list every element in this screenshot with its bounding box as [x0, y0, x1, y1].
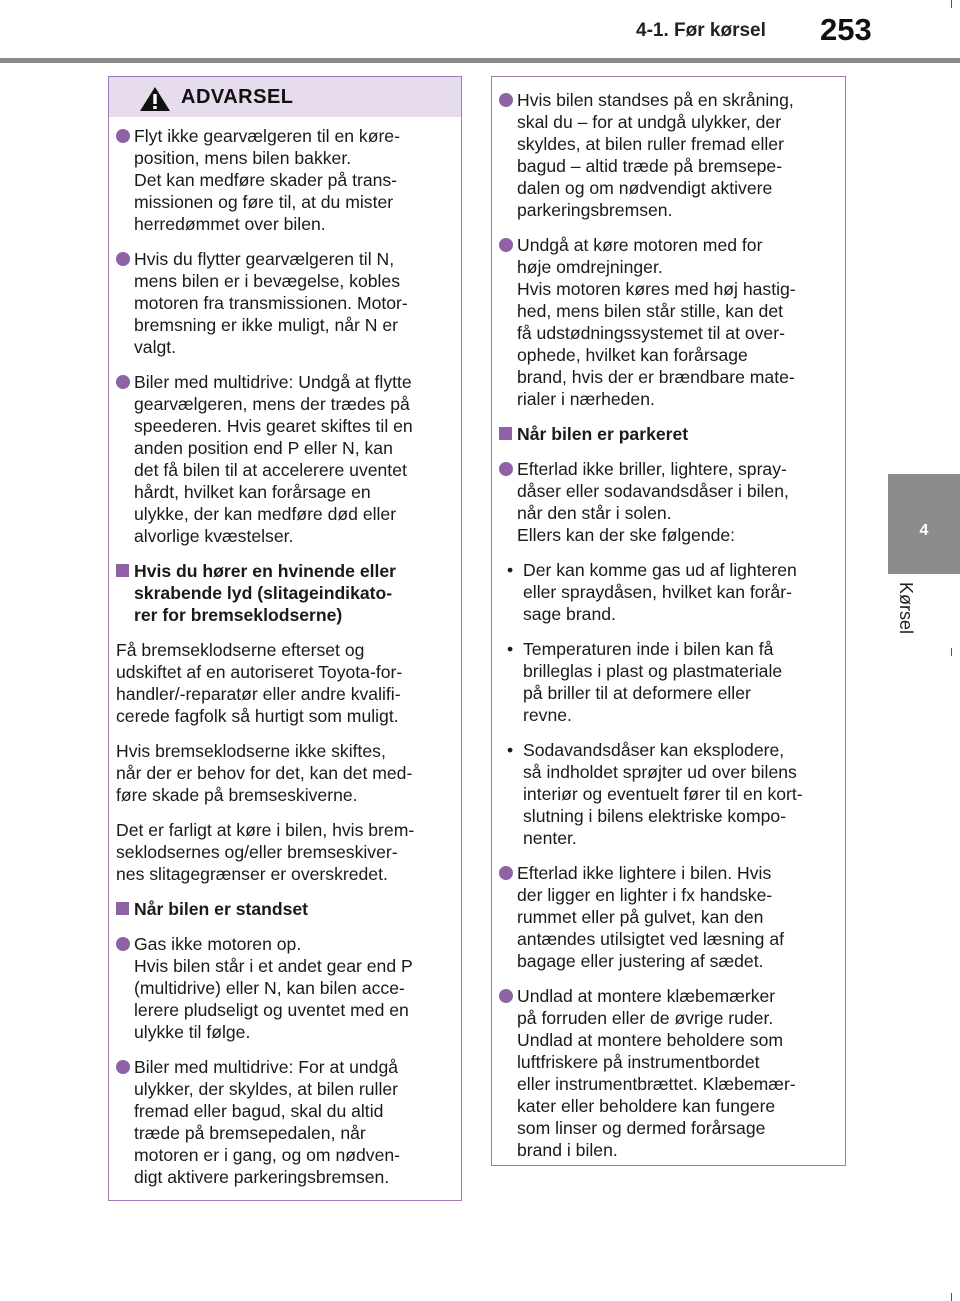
text-line: skyldes, at bilen ruller fremad eller: [517, 134, 784, 154]
bullet-item: [116, 248, 451, 358]
text-line: Undlad at montere klæbemærker: [517, 986, 776, 1006]
text-line: hed, mens bilen står stille, kan det: [517, 301, 784, 321]
text-line: hårdt, hvilket kan forårsage en: [134, 482, 371, 502]
header-rule: [0, 58, 960, 63]
text-line: Undlad at montere beholdere som: [517, 1030, 784, 1050]
text-line: eller instrumentbrættet. Klæbemær-: [517, 1074, 796, 1094]
text-line: Temperaturen inde i bilen kan få: [523, 639, 774, 659]
text-line: Få bremseklodserne efterset og: [116, 640, 365, 660]
text-line: skal du – for at undgå ulykker, der: [517, 112, 782, 132]
dash-bullet-icon: •: [507, 740, 514, 760]
text-line: brand, hvis der er brændbare mate-: [517, 367, 795, 387]
text-line: motoren er i gang, og om nødven-: [134, 1145, 401, 1165]
left-column-content: [109, 125, 461, 1188]
text-line: ophede, hvilket kan forårsage: [517, 345, 748, 365]
text-line: Gas ikke motoren op.: [134, 934, 302, 954]
bullet-item: [499, 458, 835, 546]
text-line: speederen. Hvis gearet skiftes til en: [134, 416, 413, 436]
text-line: anden position end P eller N, kan: [134, 438, 393, 458]
chapter-label: Kørsel: [896, 582, 916, 635]
text-line: Hvis bremseklodserne ikke skiftes,: [116, 741, 386, 761]
text-line: ulykker, der skyldes, at bilen ruller: [134, 1079, 399, 1099]
text-line: bagage eller justering af sædet.: [517, 951, 764, 971]
text-line: motoren fra transmissionen. Motor-: [134, 293, 408, 313]
text-line: herredømmet over bilen.: [134, 214, 326, 234]
crop-mark: [951, 648, 952, 656]
chapter-label-wrap: [896, 582, 916, 652]
text-line: bagud – altid træde på bremsepe-: [517, 156, 783, 176]
subheading: [499, 423, 835, 445]
dash-item: [499, 739, 835, 849]
text-line: cerede fagfolk så hurtigt som muligt.: [116, 706, 399, 726]
bullet-item: [116, 371, 451, 547]
text-line: dalen og om nødvendigt aktivere: [517, 178, 773, 198]
bullet-dot-icon: [499, 238, 513, 252]
dash-item: [499, 638, 835, 726]
text-line: brand i bilen.: [517, 1140, 618, 1160]
square-bullet-icon: [116, 902, 129, 915]
text-line: handler/-reparatør eller andre kvalifi-: [116, 684, 401, 704]
chapter-number: 4: [919, 522, 929, 539]
bullet-item: [116, 125, 451, 235]
text-line: Der kan komme gas ud af lighteren: [523, 560, 797, 580]
crop-mark: [951, 0, 952, 8]
warning-title: ADVARSEL: [181, 86, 294, 108]
text-line: parkeringsbremsen.: [517, 200, 673, 220]
page-number: 253: [820, 12, 872, 47]
text-line: nenter.: [523, 828, 577, 848]
text-line: sage brand.: [523, 604, 616, 624]
subheading: [116, 560, 451, 626]
paragraph: [116, 740, 451, 806]
bullet-item: [499, 89, 835, 221]
text-line: lerere pludseligt og uventet med en: [134, 1000, 409, 1020]
text-line: brilleglas i plast og plastmateriale: [523, 661, 783, 681]
bullet-dot-icon: [116, 375, 130, 389]
text-line: rialer i nærheden.: [517, 389, 655, 409]
warning-triangle-icon: [139, 86, 171, 112]
bullet-item: [499, 862, 835, 972]
text-line: på forruden eller de øvrige ruder.: [517, 1008, 774, 1028]
text-line: som linser og dermed forårsage: [517, 1118, 766, 1138]
page-header: [0, 0, 960, 64]
bullet-item: [499, 985, 835, 1161]
text-line: gearvælgeren, mens der trædes på: [134, 394, 410, 414]
bullet-dot-icon: [499, 93, 513, 107]
text-line: Det kan medføre skader på trans-: [134, 170, 398, 190]
bullet-item: [116, 1056, 451, 1188]
text-line: få udstødningssystemet til at over-: [517, 323, 785, 343]
text-line: på briller til at deformere eller: [523, 683, 751, 703]
warning-box-left: [108, 76, 462, 1201]
text-line: skrabende lyd (slitageindikato-: [134, 583, 393, 603]
text-line: når den står i solen.: [517, 503, 672, 523]
text-line: så indholdet sprøjter ud over bilens: [523, 762, 797, 782]
text-line: antændes utilsigtet ved læsning af: [517, 929, 784, 949]
text-line: træde på bremsepedalen, når: [134, 1123, 366, 1143]
bullet-dot-icon: [499, 866, 513, 880]
warning-header: [109, 77, 461, 117]
paragraph: [116, 819, 451, 885]
text-line: luftfriskere på instrumentbordet: [517, 1052, 760, 1072]
square-bullet-icon: [116, 564, 129, 577]
text-line: udskiftet af en autoriseret Toyota-for-: [116, 662, 403, 682]
text-line: høje omdrejninger.: [517, 257, 663, 277]
subheading: [116, 898, 451, 920]
right-column-content: [492, 77, 845, 1161]
text-line: (multidrive) eller N, kan bilen acce-: [134, 978, 405, 998]
text-line: valgt.: [134, 337, 177, 357]
text-line: ulykke, der kan medføre død eller: [134, 504, 397, 524]
text-line: Efterlad ikke lightere i bilen. Hvis: [517, 863, 772, 883]
text-line: seklodsernes og/eller bremseskiver-: [116, 842, 398, 862]
text-line: alvorlige kvæstelser.: [134, 526, 294, 546]
text-line: Hvis du hører en hvinende eller: [134, 561, 397, 581]
text-line: når der er behov for det, kan det med-: [116, 763, 413, 783]
text-line: ulykke til følge.: [134, 1022, 251, 1042]
text-line: rummet eller på gulvet, kan den: [517, 907, 764, 927]
section-title: 4-1. Før kørsel: [636, 20, 766, 41]
text-line: Flyt ikke gearvælgeren til en køre-: [134, 126, 400, 146]
text-line: Når bilen er parkeret: [517, 424, 689, 444]
paragraph: [116, 639, 451, 727]
text-line: det få bilen til at accelerere uventet: [134, 460, 407, 480]
text-line: Ellers kan der ske følgende:: [517, 525, 736, 545]
text-line: position, mens bilen bakker.: [134, 148, 352, 168]
text-line: Når bilen er standset: [134, 899, 309, 919]
text-line: rer for bremseklodserne): [134, 605, 343, 625]
text-line: Sodavandsdåser kan eksplodere,: [523, 740, 785, 760]
text-line: digt aktivere parkeringsbremsen.: [134, 1167, 390, 1187]
text-line: fremad eller bagud, skal du altid: [134, 1101, 384, 1121]
text-line: Hvis du flytter gearvælgeren til N,: [134, 249, 395, 269]
bullet-item: [499, 234, 835, 410]
text-line: slutning i bilens elektriske kompo-: [523, 806, 787, 826]
text-line: Hvis bilen standses på en skråning,: [517, 90, 794, 110]
bullet-item: [116, 933, 451, 1043]
dash-bullet-icon: •: [507, 639, 514, 659]
text-line: Efterlad ikke briller, lightere, spray-: [517, 459, 787, 479]
text-line: kater eller beholdere kan fungere: [517, 1096, 776, 1116]
bullet-dot-icon: [116, 1060, 130, 1074]
text-line: bremsning er ikke muligt, når N er: [134, 315, 399, 335]
text-line: eller spraydåsen, hvilket kan forår-: [523, 582, 792, 602]
chapter-tab: [888, 474, 960, 574]
text-line: Biler med multidrive: For at undgå: [134, 1057, 399, 1077]
text-line: der ligger en lighter i fx handske-: [517, 885, 773, 905]
bullet-dot-icon: [116, 937, 130, 951]
bullet-dot-icon: [499, 989, 513, 1003]
dash-item: [499, 559, 835, 625]
text-line: Biler med multidrive: Undgå at flytte: [134, 372, 412, 392]
bullet-dot-icon: [116, 129, 130, 143]
square-bullet-icon: [499, 427, 512, 440]
text-line: interiør og eventuelt fører til en kort-: [523, 784, 803, 804]
text-line: nes slitagegrænser er overskredet.: [116, 864, 388, 884]
text-line: dåser eller sodavandsdåser i bilen,: [517, 481, 789, 501]
text-line: Undgå at køre motoren med for: [517, 235, 763, 255]
text-line: missionen og føre til, at du mister: [134, 192, 394, 212]
bullet-dot-icon: [499, 462, 513, 476]
text-line: føre skade på bremseskiverne.: [116, 785, 358, 805]
text-line: Hvis motoren køres med høj hastig-: [517, 279, 796, 299]
bullet-dot-icon: [116, 252, 130, 266]
warning-box-right: [491, 76, 846, 1166]
text-line: Det er farligt at køre i bilen, hvis brem-: [116, 820, 415, 840]
dash-bullet-icon: •: [507, 560, 514, 580]
text-line: mens bilen er i bevægelse, kobles: [134, 271, 401, 291]
crop-mark: [951, 1293, 952, 1301]
text-line: revne.: [523, 705, 572, 725]
text-line: Hvis bilen står i et andet gear end P: [134, 956, 413, 976]
